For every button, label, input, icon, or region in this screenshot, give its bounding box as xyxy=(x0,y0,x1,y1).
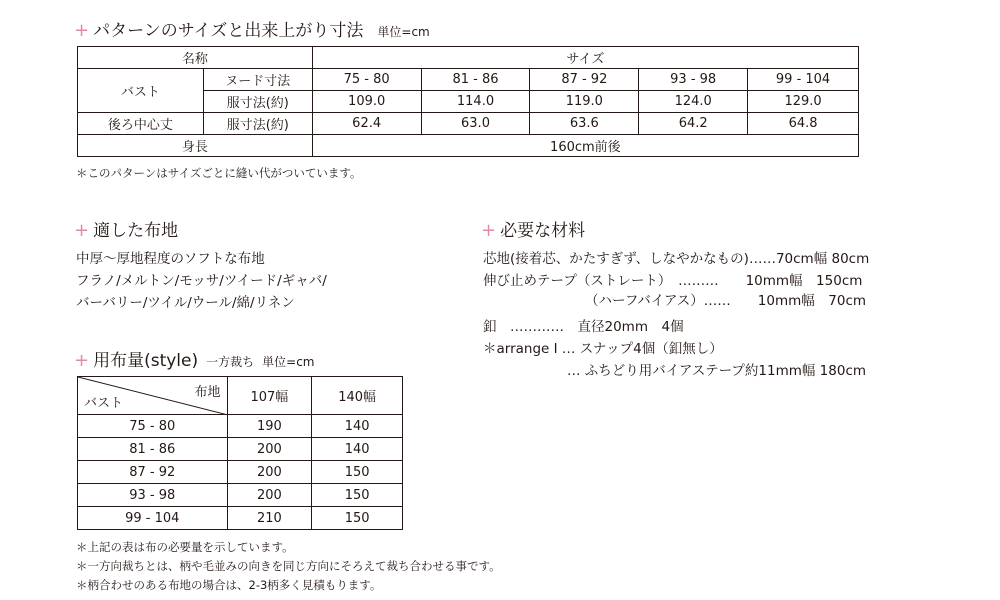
back-length-label: 後ろ中心丈 xyxy=(78,113,204,135)
table-row xyxy=(78,135,859,157)
table-row xyxy=(78,47,859,69)
table-row xyxy=(78,69,859,91)
amount-cell: 150 xyxy=(312,461,403,484)
amount-cell: 200 xyxy=(227,438,312,461)
bust-cell: 87 - 92 xyxy=(78,461,228,484)
table-row xyxy=(78,377,403,415)
plus-icon: + xyxy=(74,220,90,241)
fabric-line: 中厚〜厚地程度のソフトな布地 xyxy=(76,251,265,267)
material-line: （ハーフバイアス）…… 10mm幅 70cm xyxy=(585,293,867,309)
suitable-fabric-heading xyxy=(74,216,178,241)
bust-cell: 81 - 86 xyxy=(78,438,228,461)
fabric-line: バーバリー/ツイル/ウール/綿/リネン xyxy=(76,295,295,311)
header-size: サイズ xyxy=(312,47,858,69)
fabric-amount-title: 用布量(style) xyxy=(93,351,199,371)
header-bust: バスト xyxy=(84,396,124,411)
plus-icon: + xyxy=(74,350,90,371)
nude-size-cell: 99 - 104 xyxy=(748,69,859,91)
height-value: 160cm前後 xyxy=(312,135,858,157)
amount-cell: 190 xyxy=(227,415,312,438)
size-table xyxy=(77,46,859,157)
garment-label: 服寸法(約) xyxy=(203,91,312,113)
material-line: 釦 ………… 直径20mm 4個 xyxy=(483,319,684,335)
size-section-title: パターンのサイズと出来上がり寸法 xyxy=(93,21,364,41)
materials-title: 必要な材料 xyxy=(500,221,586,241)
fabric-table xyxy=(77,376,403,530)
amount-cell: 200 xyxy=(227,484,312,507)
fabric-amount-unit: 単位=cm xyxy=(262,355,315,369)
diagonal-header-cell xyxy=(78,377,228,415)
table-row xyxy=(78,415,403,438)
bust-garment-cell: 114.0 xyxy=(421,91,530,113)
nude-label: ヌード寸法 xyxy=(203,69,312,91)
fabric-amount-cut: 一方裁ち xyxy=(206,355,255,369)
header-fabric: 布地 xyxy=(194,385,221,400)
plus-icon: + xyxy=(481,220,497,241)
fabric-line: フラノ/メルトン/モッサ/ツイード/ギャバ/ xyxy=(76,273,327,289)
nude-size-cell: 75 - 80 xyxy=(312,69,421,91)
bust-garment-cell: 124.0 xyxy=(639,91,748,113)
size-section-unit: 単位=cm xyxy=(377,25,430,39)
fabric-note: ＊柄合わせのある布地の場合は、2-3柄多く見積もります。 xyxy=(76,578,382,592)
table-row xyxy=(78,461,403,484)
fabric-amount-heading xyxy=(74,346,314,371)
width-header: 107幅 xyxy=(227,377,312,415)
back-length-cell: 64.2 xyxy=(639,113,748,135)
fabric-note: ＊上記の表は布の必要量を示しています。 xyxy=(76,540,294,554)
material-line: 伸び止めテープ（ストレート） ……… 10mm幅 150cm xyxy=(483,273,863,289)
amount-cell: 200 xyxy=(227,461,312,484)
back-garment-label: 服寸法(約) xyxy=(203,113,312,135)
material-line: ＊arrange I … スナップ4個（釦無し） xyxy=(483,341,723,357)
material-line: … ふちどり用バイアステープ約11mm幅 180cm xyxy=(567,363,867,379)
back-length-cell: 63.0 xyxy=(421,113,530,135)
fabric-note: ＊一方向裁ちとは、柄や毛並みの向きを同じ方向にそろえて裁ち合わせる事です。 xyxy=(76,559,501,573)
back-length-cell: 62.4 xyxy=(312,113,421,135)
plus-icon: + xyxy=(74,20,90,41)
bust-cell: 75 - 80 xyxy=(78,415,228,438)
nude-size-cell: 81 - 86 xyxy=(421,69,530,91)
width-header: 140幅 xyxy=(312,377,403,415)
bust-garment-cell: 129.0 xyxy=(748,91,859,113)
bust-cell: 99 - 104 xyxy=(78,507,228,530)
materials-heading xyxy=(481,216,585,241)
amount-cell: 150 xyxy=(312,507,403,530)
back-length-cell: 64.8 xyxy=(748,113,859,135)
back-length-cell: 63.6 xyxy=(530,113,639,135)
bust-cell: 93 - 98 xyxy=(78,484,228,507)
table-row xyxy=(78,484,403,507)
height-label: 身長 xyxy=(78,135,313,157)
amount-cell: 140 xyxy=(312,415,403,438)
size-section-heading xyxy=(74,16,430,41)
nude-size-cell: 93 - 98 xyxy=(639,69,748,91)
header-name: 名称 xyxy=(78,47,313,69)
bust-label: バスト xyxy=(78,69,204,113)
bust-garment-cell: 109.0 xyxy=(312,91,421,113)
table-row xyxy=(78,113,859,135)
size-note: ＊このパターンはサイズごとに縫い代がついています。 xyxy=(76,166,362,180)
bust-garment-cell: 119.0 xyxy=(530,91,639,113)
material-line: 芯地(接着芯、かたすぎず、しなやかなもの)……70cm幅 80cm xyxy=(483,251,870,267)
amount-cell: 150 xyxy=(312,484,403,507)
suitable-fabric-title: 適した布地 xyxy=(93,221,179,241)
table-row xyxy=(78,438,403,461)
table-row xyxy=(78,507,403,530)
amount-cell: 140 xyxy=(312,438,403,461)
nude-size-cell: 87 - 92 xyxy=(530,69,639,91)
amount-cell: 210 xyxy=(227,507,312,530)
